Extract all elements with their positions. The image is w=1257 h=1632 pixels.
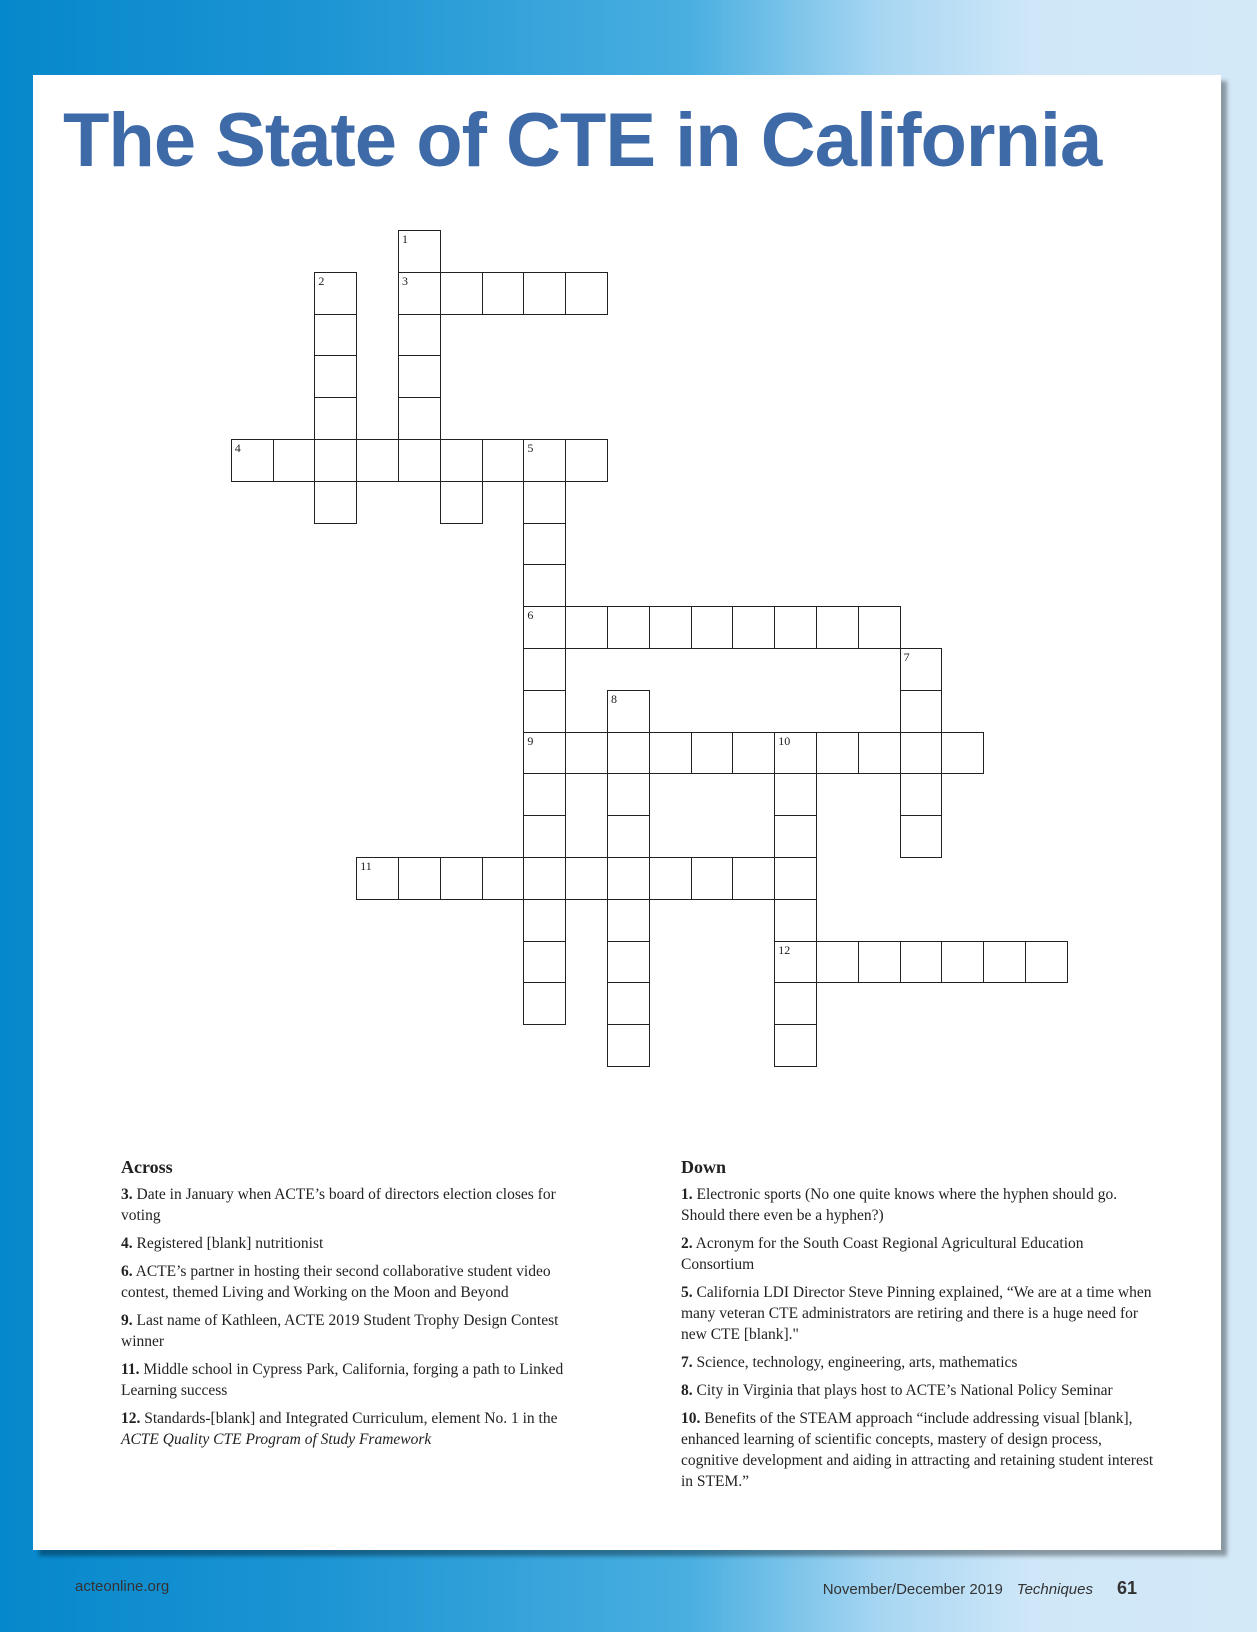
grid-cell[interactable] — [231, 439, 274, 482]
grid-cell[interactable] — [607, 606, 650, 649]
across-heading: Across — [121, 1157, 173, 1177]
clue-label: 1. — [681, 1186, 693, 1203]
grid-cell[interactable] — [607, 1024, 650, 1067]
grid-cell[interactable] — [732, 606, 775, 649]
grid-cell[interactable] — [523, 732, 566, 775]
grid-cell[interactable] — [314, 355, 357, 398]
across-clue-list — [121, 1184, 591, 1450]
grid-cell[interactable] — [774, 941, 817, 984]
grid-cell[interactable] — [523, 941, 566, 984]
grid-cell[interactable] — [398, 314, 441, 357]
across-clue — [121, 1310, 591, 1352]
across-clue — [121, 1408, 591, 1450]
grid-cell[interactable] — [774, 899, 817, 942]
clue-number: 10 — [778, 733, 791, 748]
clue-label: 4. — [121, 1235, 133, 1252]
grid-cell[interactable] — [565, 272, 608, 315]
grid-cell[interactable] — [649, 606, 692, 649]
grid-cell[interactable] — [691, 857, 734, 900]
clue-number: 6 — [527, 608, 534, 623]
grid-cell[interactable] — [523, 439, 566, 482]
grid-cell[interactable] — [649, 732, 692, 775]
down-clue-list — [681, 1184, 1159, 1492]
clue-text: Acronym for the South Coast Regional Agricultural Education Consortium — [681, 1235, 1084, 1273]
across-clue — [121, 1359, 591, 1401]
grid-cell[interactable] — [816, 732, 859, 775]
grid-cell[interactable] — [273, 439, 316, 482]
grid-cell[interactable] — [774, 773, 817, 816]
clue-label: 8. — [681, 1382, 693, 1399]
grid-cell[interactable] — [691, 732, 734, 775]
across-clues — [121, 1157, 591, 1457]
clue-number: 4 — [234, 441, 241, 455]
footer-issue-info — [823, 1578, 1137, 1599]
grid-cell[interactable] — [774, 1024, 817, 1067]
clue-label: 11. — [121, 1361, 140, 1378]
page-sheet — [33, 75, 1221, 1550]
grid-cell[interactable] — [732, 732, 775, 775]
clue-label: 5. — [681, 1284, 693, 1301]
grid-cell[interactable] — [565, 857, 608, 900]
grid-cell[interactable] — [607, 732, 650, 775]
grid-cell[interactable] — [900, 690, 943, 733]
grid-cell[interactable] — [607, 941, 650, 984]
down-clue — [681, 1352, 1159, 1373]
grid-cell[interactable] — [523, 982, 566, 1025]
grid-cell[interactable] — [732, 857, 775, 900]
grid-cell[interactable] — [774, 815, 817, 858]
grid-cell[interactable] — [983, 941, 1026, 984]
clue-number: 11 — [360, 859, 372, 873]
clue-text: Registered [blank] nutritionist — [132, 1235, 324, 1252]
clue-text: Electronic sports (No one quite knows where the hyphen should go. Should there even be a hyphen?) — [681, 1186, 1118, 1224]
grid-cell[interactable] — [523, 690, 566, 733]
grid-cell[interactable] — [900, 815, 943, 858]
grid-cell[interactable] — [774, 857, 817, 900]
clue-label: 9. — [121, 1312, 133, 1329]
down-clue — [681, 1408, 1159, 1492]
grid-cell[interactable] — [607, 690, 650, 733]
grid-cell[interactable] — [607, 857, 650, 900]
grid-cell[interactable] — [816, 941, 859, 984]
clue-italic-text: ACTE Quality CTE Program of Study Framework — [121, 1431, 432, 1448]
clue-text: Standards-[blank] and Integrated Curriculum, element No. 1 in the — [140, 1410, 558, 1427]
clue-number: 2 — [318, 273, 325, 288]
down-clue — [681, 1184, 1159, 1226]
across-clue — [121, 1184, 591, 1226]
clue-label: 2. — [681, 1235, 693, 1252]
grid-cell[interactable] — [774, 732, 817, 775]
grid-cell[interactable] — [523, 648, 566, 691]
grid-cell[interactable] — [356, 857, 399, 900]
grid-cell[interactable] — [565, 439, 608, 482]
clue-number: 5 — [527, 441, 534, 455]
clue-text: Middle school in Cypress Park, California, forging a path to Linked Learning success — [121, 1361, 564, 1399]
down-clue — [681, 1233, 1159, 1275]
grid-cell[interactable] — [398, 439, 441, 482]
grid-cell[interactable] — [398, 230, 441, 273]
grid-cell[interactable] — [523, 272, 566, 315]
grid-cell[interactable] — [607, 982, 650, 1025]
grid-cell[interactable] — [482, 439, 525, 482]
clue-text: Science, technology, engineering, arts, mathematics — [692, 1354, 1018, 1371]
across-clue — [121, 1233, 591, 1254]
grid-cell[interactable] — [523, 815, 566, 858]
grid-cell[interactable] — [774, 982, 817, 1025]
grid-cell[interactable] — [440, 439, 483, 482]
footer-issue-date: November/December 2019 — [822, 1581, 1003, 1598]
grid-cell[interactable] — [691, 606, 734, 649]
grid-cell[interactable] — [1025, 941, 1068, 984]
across-clue — [121, 1261, 591, 1303]
clue-number: 9 — [527, 733, 534, 748]
grid-cell[interactable] — [482, 857, 525, 900]
grid-cell[interactable] — [816, 606, 859, 649]
clue-label: 10. — [681, 1410, 701, 1427]
grid-cell[interactable] — [440, 857, 483, 900]
clue-number: 8 — [611, 691, 617, 706]
clue-text: California LDI Director Steve Pinning explained, “We are at a time when many veteran CTE administrators are retiring and there is a huge need for new CTE [blank]." — [681, 1284, 1152, 1343]
grid-cell[interactable] — [440, 481, 483, 524]
clue-number: 3 — [402, 273, 408, 288]
grid-cell[interactable] — [523, 899, 566, 942]
grid-cell[interactable] — [314, 272, 357, 315]
grid-cell[interactable] — [314, 481, 357, 524]
footer-magazine-name: Techniques — [1016, 1581, 1093, 1598]
clue-text: Last name of Kathleen, ACTE 2019 Student Trophy Design Contest winner — [121, 1312, 559, 1350]
down-heading: Down — [681, 1157, 727, 1177]
clue-label: 6. — [121, 1263, 133, 1280]
grid-cell[interactable] — [440, 272, 483, 315]
clue-number: 1 — [402, 232, 408, 246]
grid-cell[interactable] — [398, 272, 441, 315]
grid-cell[interactable] — [607, 899, 650, 942]
grid-cell[interactable] — [398, 355, 441, 398]
grid-cell[interactable] — [565, 732, 608, 775]
page-title: The State of CTE in California — [63, 98, 1102, 183]
clue-number: 12 — [778, 942, 791, 957]
grid-cell[interactable] — [523, 523, 566, 566]
footer-website: acteonline.org — [75, 1578, 170, 1595]
clue-text: Date in January when ACTE’s board of directors election closes for voting — [121, 1186, 556, 1224]
clue-text: ACTE’s partner in hosting their second collaborative student video contest, themed Living and Working on the Moon and Beyond — [121, 1263, 551, 1301]
grid-cell[interactable] — [314, 314, 357, 357]
grid-cell[interactable] — [314, 439, 357, 482]
grid-cell[interactable] — [900, 773, 943, 816]
grid-cell[interactable] — [900, 732, 943, 775]
clue-label: 7. — [681, 1354, 693, 1371]
grid-cell[interactable] — [398, 397, 441, 440]
grid-cell[interactable] — [523, 564, 566, 607]
grid-cell[interactable] — [858, 941, 901, 984]
grid-cell[interactable] — [523, 481, 566, 524]
down-clue — [681, 1380, 1159, 1401]
grid-cell[interactable] — [858, 732, 901, 775]
grid-cell[interactable] — [565, 606, 608, 649]
grid-cell[interactable] — [858, 606, 901, 649]
grid-cell[interactable] — [398, 857, 441, 900]
grid-cell[interactable] — [523, 773, 566, 816]
grid-cell[interactable] — [774, 606, 817, 649]
clue-text: City in Virginia that plays host to ACTE’s National Policy Seminar — [692, 1382, 1113, 1399]
down-clues — [681, 1157, 1159, 1499]
grid-cell[interactable] — [607, 815, 650, 858]
grid-cell[interactable] — [356, 439, 399, 482]
grid-cell[interactable] — [649, 857, 692, 900]
clue-number: 7 — [903, 650, 910, 664]
clue-label: 3. — [121, 1186, 133, 1203]
grid-cell[interactable] — [900, 941, 943, 984]
page-number: 61 — [1116, 1578, 1137, 1598]
grid-cell[interactable] — [523, 857, 566, 900]
down-clue — [681, 1282, 1159, 1345]
grid-cell[interactable] — [941, 732, 984, 775]
grid-cell[interactable] — [941, 941, 984, 984]
grid-cell[interactable] — [607, 773, 650, 816]
clue-label: 12. — [121, 1410, 141, 1427]
grid-cell[interactable] — [523, 606, 566, 649]
grid-cell[interactable] — [900, 648, 943, 691]
grid-cell[interactable] — [482, 272, 525, 315]
clue-text: Benefits of the STEAM approach “include addressing visual [blank], enhanced learning of scientific concepts, mastery of design process, cognitive development and aiding in attracting and retaining student interest in STEM.” — [681, 1410, 1154, 1490]
grid-cell[interactable] — [314, 397, 357, 440]
